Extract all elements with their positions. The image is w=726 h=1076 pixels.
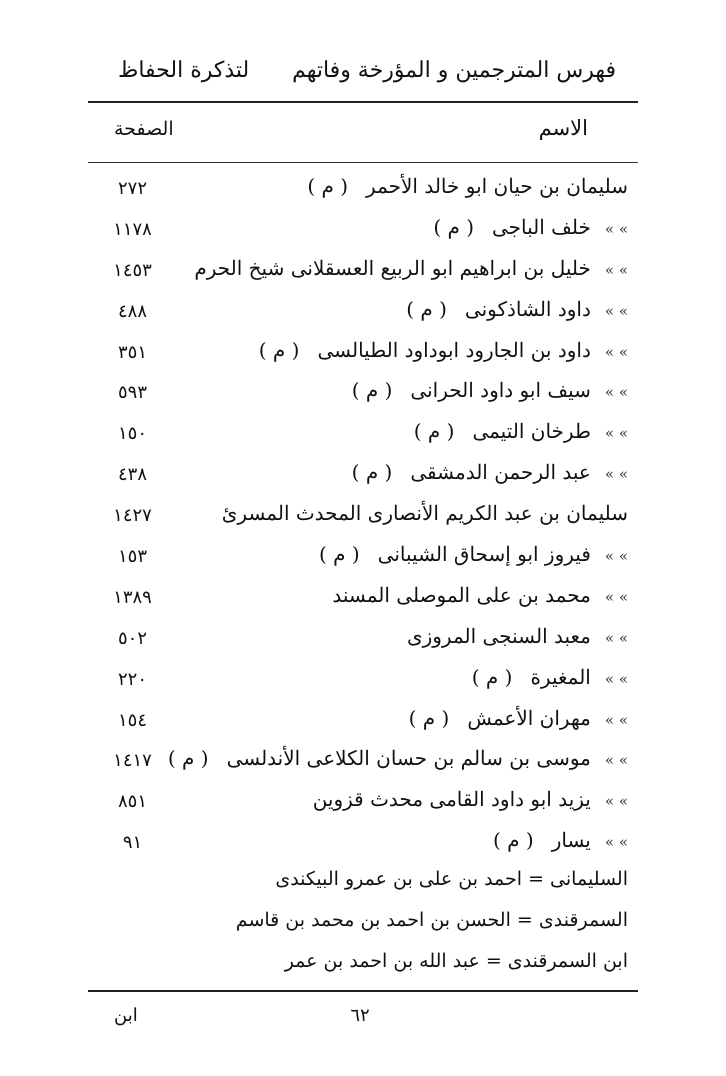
entry-name-cell xyxy=(433,215,628,239)
entry-page-number: ١٤٥٣ xyxy=(113,259,152,281)
ditto-mark: » » xyxy=(604,710,628,729)
entry-row xyxy=(90,293,638,334)
entry-name-cell xyxy=(259,338,628,362)
column-header-rule xyxy=(88,162,638,163)
entry-name-cell xyxy=(409,706,628,730)
ditto-mark: » » xyxy=(604,792,628,811)
entry-row xyxy=(90,579,638,620)
entry-page-number: ٨٥١ xyxy=(117,791,147,813)
death-date-mark: ( م ) xyxy=(307,174,349,198)
ditto-mark: » » xyxy=(604,628,628,647)
entry-page-number: ١٥٠ xyxy=(117,423,147,445)
entry-page-number: ١٥٣ xyxy=(117,546,147,568)
entry-row xyxy=(90,334,638,375)
death-date-mark: ( م ) xyxy=(351,460,393,485)
entry-name-cell xyxy=(194,256,628,280)
entry-name-cell xyxy=(313,787,628,811)
ditto-mark: » » xyxy=(604,342,628,361)
page-column-header: الصفحة xyxy=(114,118,174,140)
entry-row xyxy=(90,252,638,293)
equivalents-list xyxy=(90,868,638,991)
entry-name: سليمان بن عبد الكريم الأنصارى المحدث المسرئ xyxy=(221,501,628,526)
ditto-mark: » » xyxy=(604,669,628,688)
entry-name-cell xyxy=(319,542,628,566)
entry-row xyxy=(90,497,638,538)
entry-name: داود الشاذكونى xyxy=(464,296,591,321)
entry-name-cell xyxy=(407,624,628,648)
ditto-mark: » » xyxy=(604,260,628,279)
equivalent-line: السليمانى = احمد بن على بن عمرو البيكندى xyxy=(275,868,628,890)
entry-name-cell xyxy=(472,665,628,689)
entry-name-cell xyxy=(222,501,628,525)
entry-name: فيروز ابو إسحاق الشيبانى xyxy=(377,542,591,567)
entry-name: عبد الرحمن الدمشقى xyxy=(410,460,591,485)
entry-name: معبد السنجى المروزى xyxy=(406,623,591,648)
entry-page-number: ٥٠٢ xyxy=(117,627,147,649)
entry-name: داود بن الجارود ابوداود الطيالسى xyxy=(317,337,591,362)
entry-name-cell xyxy=(493,828,628,852)
entry-row xyxy=(90,415,638,456)
page-footer xyxy=(90,1005,638,1035)
entry-row xyxy=(90,170,638,211)
book-title: لتذكرة الحفاظ xyxy=(118,58,250,83)
death-date-mark: ( م ) xyxy=(258,337,300,362)
entry-row xyxy=(90,374,638,415)
header-rule xyxy=(88,101,638,103)
entry-name: يسار xyxy=(551,828,591,853)
entry-row xyxy=(90,702,638,743)
page-title: فهرس المترجمين و المؤرخة وفاتهم xyxy=(292,58,616,83)
ditto-mark: » » xyxy=(604,465,628,484)
equivalent-line: ابن السمرقندى = عبد الله بن احمد بن عمر xyxy=(284,950,628,972)
entry-name: سليمان بن حيان ابو خالد الأحمر xyxy=(366,174,628,198)
entry-page-number: ٥٩٣ xyxy=(117,382,147,404)
death-date-mark: ( م ) xyxy=(318,542,360,567)
ditto-mark: » » xyxy=(604,219,628,238)
ditto-mark: » » xyxy=(604,751,628,770)
entry-page-number: ١٥٤ xyxy=(117,709,147,731)
entry-name: سيف ابو داود الحرانى xyxy=(410,378,591,403)
ditto-mark: » » xyxy=(604,424,628,443)
page-number: ٦٢ xyxy=(350,1005,370,1026)
column-headers xyxy=(90,116,638,148)
death-date-mark: ( م ) xyxy=(471,664,513,689)
death-date-mark: ( م ) xyxy=(167,746,209,771)
death-date-mark: ( م ) xyxy=(406,296,447,321)
entry-page-number: ١٤١٧ xyxy=(113,750,152,772)
ditto-mark: » » xyxy=(604,383,628,402)
ditto-mark: » » xyxy=(604,547,628,566)
entry-name-cell xyxy=(352,460,628,484)
entry-name-cell xyxy=(414,419,628,443)
entry-row xyxy=(90,783,638,824)
entry-page-number: ٤٣٨ xyxy=(117,464,147,486)
entry-name: مهران الأعمش xyxy=(467,705,591,730)
entry-name: موسى بن سالم بن حسان الكلاعى الأندلسى xyxy=(226,746,591,771)
footer-rule xyxy=(88,990,638,992)
entry-name-cell xyxy=(406,297,628,321)
entry-page-number: ١٣٨٩ xyxy=(113,586,152,608)
entry-row xyxy=(90,538,638,579)
entry-name: خلف الباجى xyxy=(492,214,591,239)
entry-page-number: ١٤٢٧ xyxy=(113,505,152,527)
entry-name: طرخان التيمى xyxy=(472,419,591,444)
entry-name: المغيرة xyxy=(530,664,591,689)
entry-page-number: ١١٧٨ xyxy=(113,218,152,240)
entry-row xyxy=(90,824,638,865)
entry-name-cell xyxy=(168,746,628,770)
entry-page-number: ٣٥١ xyxy=(117,341,147,363)
entry-row xyxy=(90,211,638,252)
ditto-mark: » » xyxy=(604,587,628,606)
running-head xyxy=(90,58,638,94)
death-date-mark: ( م ) xyxy=(433,214,475,239)
entry-row xyxy=(90,742,638,783)
entry-page-number: ٢٧٢ xyxy=(117,178,147,199)
entry-page-number: ٩١ xyxy=(122,832,143,854)
name-column-header: الاسم xyxy=(538,116,588,140)
catchword: ابن xyxy=(114,1005,138,1026)
entry-name-cell xyxy=(352,378,628,402)
ditto-mark: » » xyxy=(604,301,628,320)
entry-row xyxy=(90,620,638,661)
entry-name: خليل بن ابراهيم ابو الربيع العسقلانى شيخ الحرم xyxy=(194,255,591,280)
death-date-mark: ( م ) xyxy=(493,828,534,853)
entry-page-number: ٤٨٨ xyxy=(117,300,147,322)
entry-name: محمد بن على الموصلى المسند xyxy=(332,582,591,607)
ditto-mark: » » xyxy=(604,833,628,852)
entry-list xyxy=(90,170,638,865)
death-date-mark: ( م ) xyxy=(413,419,455,444)
entry-name-cell xyxy=(332,583,628,607)
entry-row xyxy=(90,661,638,702)
entry-page-number: ٢٢٠ xyxy=(117,668,147,690)
equivalent-line: السمرقندى = الحسن بن احمد بن محمد بن قاسم xyxy=(235,909,628,931)
entry-name: يزيد ابو داود القامى محدث قزوين xyxy=(312,787,591,812)
entry-row xyxy=(90,456,638,497)
entry-name-cell xyxy=(307,174,628,198)
death-date-mark: ( م ) xyxy=(351,378,393,403)
death-date-mark: ( م ) xyxy=(408,705,450,730)
